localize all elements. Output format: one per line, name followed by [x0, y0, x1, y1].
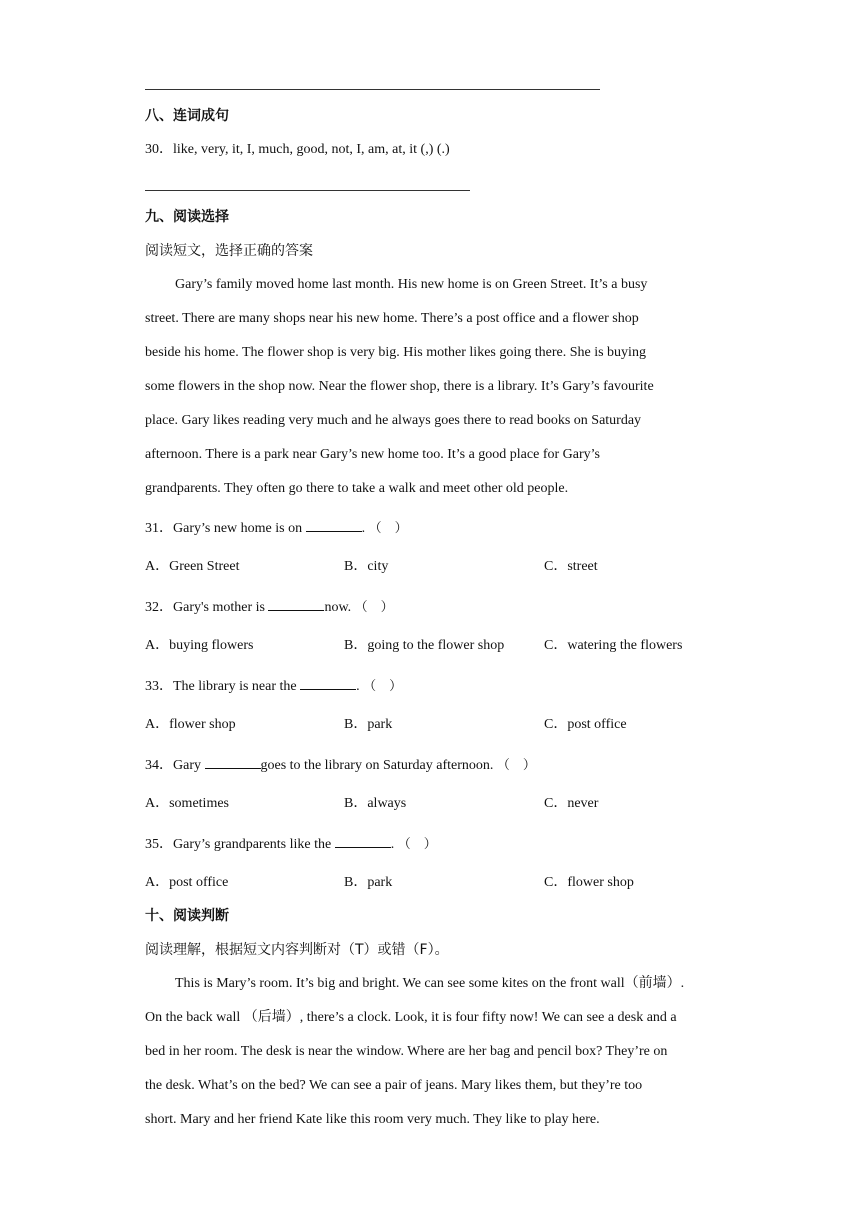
- option-c[interactable]: C．flower shop: [544, 875, 634, 890]
- question-text: 34．Gary: [145, 758, 205, 773]
- question-text: 32．Gary's mother is: [145, 600, 269, 615]
- answer-line: [145, 89, 600, 90]
- question-30: 30．like, very, it, I, much, good, not, I, am, at, it (,) (.): [145, 142, 450, 157]
- passage-line: place. Gary likes reading very much and he always goes there to read books on Saturday: [145, 413, 642, 428]
- question-32: [145, 597, 394, 617]
- answer-blank[interactable]: [268, 597, 324, 611]
- question-text-end: .: [390, 837, 395, 852]
- question-text-end: .: [361, 521, 366, 536]
- passage-line: grandparents. They often go there to take a walk and meet other old people.: [145, 481, 569, 496]
- answer-blank[interactable]: [205, 755, 261, 769]
- option-a[interactable]: A．buying flowers: [145, 638, 254, 653]
- option-b[interactable]: B．city: [344, 559, 389, 574]
- passage-line: Gary’s family moved home last month. His new home is on Green Street. It’s a busy: [175, 277, 648, 292]
- answer-line: [145, 190, 470, 191]
- passage-line: street. There are many shops near his new home. There’s a post office and a flower shop: [145, 311, 639, 326]
- instruction-text: 阅读理解，根据短文内容判断对（T）或错（F）。: [145, 942, 449, 958]
- passage-line: short. Mary and her friend Kate like this room very much. They like to play here.: [145, 1112, 600, 1127]
- passage-line: the desk. What’s on the bed? We can see a pair of jeans. Mary likes them, but they’re too: [145, 1078, 643, 1093]
- option-c[interactable]: C．never: [544, 796, 599, 811]
- option-c[interactable]: C．street: [544, 559, 598, 574]
- option-b[interactable]: B．park: [344, 875, 393, 890]
- option-a[interactable]: A．post office: [145, 875, 229, 890]
- passage-line: afternoon. There is a park near Gary’s new home too. It’s a good place for Gary’s: [145, 447, 600, 462]
- question-33: [145, 676, 402, 696]
- option-a[interactable]: A．flower shop: [145, 717, 236, 732]
- question-text: 35．Gary’s grandparents like the: [145, 837, 335, 852]
- question-text-end: .: [356, 679, 360, 694]
- answer-blank[interactable]: [300, 676, 356, 690]
- instruction-text: 阅读短文，选择正确的答案: [145, 243, 313, 259]
- passage-line: This is Mary’s room. It’s big and bright. We can see some kites on the front wall（前墙）.: [175, 976, 685, 991]
- question-text: 31．Gary’s new home is on: [145, 521, 306, 536]
- answer-parentheses[interactable]: （ ）: [496, 758, 536, 773]
- answer-parentheses[interactable]: （ ）: [363, 679, 403, 694]
- option-c[interactable]: C．post office: [544, 717, 627, 732]
- passage-line: bed in her room. The desk is near the window. Where are her bag and pencil box? They’re on: [145, 1044, 668, 1059]
- section-heading: 八、连词成句: [145, 108, 229, 124]
- section-heading: 十、阅读判断: [145, 908, 229, 924]
- option-b[interactable]: B．always: [344, 796, 407, 811]
- question-34: [145, 755, 536, 775]
- question-35: [145, 834, 437, 854]
- answer-blank[interactable]: [335, 834, 391, 848]
- passage-line: some flowers in the shop now. Near the flower shop, there is a library. It’s Gary’s favourite: [145, 379, 654, 394]
- section-heading: 九、阅读选择: [145, 209, 229, 225]
- passage-line: beside his home. The flower shop is very big. His mother likes going there. She is buying: [145, 345, 646, 360]
- option-b[interactable]: B．going to the flower shop: [344, 638, 505, 653]
- question-text-end: goes to the library on Saturday afternoon.: [260, 758, 494, 773]
- option-c[interactable]: C．watering the flowers: [544, 638, 683, 653]
- option-a[interactable]: A．sometimes: [145, 796, 229, 811]
- answer-blank[interactable]: [306, 518, 362, 532]
- answer-parentheses[interactable]: （ ）: [368, 521, 408, 536]
- passage-line: On the back wall （后墙）, there’s a clock. Look, it is four fifty now! We can see a desk and a: [145, 1010, 677, 1025]
- answer-parentheses[interactable]: （ ）: [397, 837, 437, 852]
- question-text-end: now.: [324, 600, 352, 615]
- option-a[interactable]: A．Green Street: [145, 559, 240, 574]
- option-b[interactable]: B．park: [344, 717, 393, 732]
- answer-parentheses[interactable]: （ ）: [354, 600, 394, 615]
- question-31: [145, 518, 408, 538]
- question-text: 33．The library is near the: [145, 679, 301, 694]
